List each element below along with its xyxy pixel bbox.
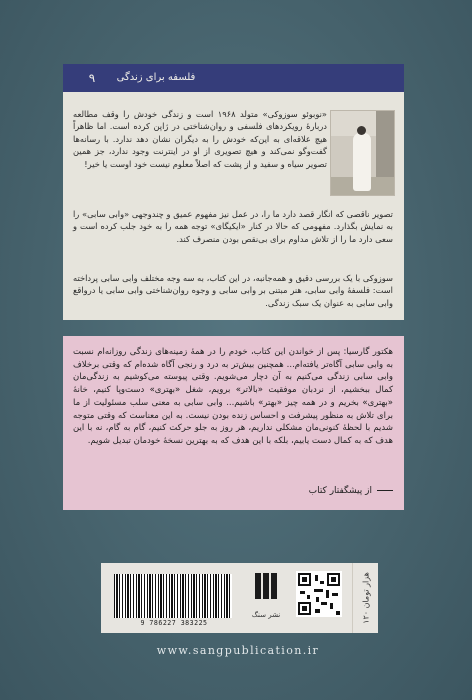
publisher-website: www.sangpublication.ir bbox=[156, 644, 320, 657]
quote-source bbox=[230, 484, 393, 498]
quote-source-label: از پیشگفتار کتاب bbox=[308, 486, 372, 496]
quote-text: هکتور گارسیا: پس از خواندن این کتاب، خودم را در همهٔ زمینه‌های زندگی روزانه‌ام نسبت به وابی سابی آگاه‌تر یافته‌ام... همچنین بیش‌تر به درد و رنجی آگاه شده‌ام که وقتی برخلاف وابی سابی زندگی می‌کنیم به آن دچار می‌شویم. وقتی پیوسته می‌کوشیم به زندگی‌مان کمال ببخشیم، از نردبان موفقیت «بالاتر» برویم، شغل «بهتری» دست‌وپا کنیم، خانهٔ «بهتری» بخریم و در همه چیز «بهتر» باشیم... وابی سابی به معنی سلب مسئولیت از ما برای تلاش به منظور پیشرفت و احساس زنده بودن نیست. به این معناست که وقتی متوجه شدیم با لحظهٔ کنونی‌مان مشکلی نداریم، هر روز به جلو حرکت کنیم، گام به گام، نه با این هدف که به کمال دست یابیم، بلکه با این هدف که به بهترین نسخهٔ خودمان تبدیل شویم. bbox=[73, 347, 393, 446]
dash-icon bbox=[377, 490, 393, 491]
author-bio-continued: تصویر ناقصی که انگار قصد دارد ما را، در عمل نیز مفهوم عمیق و چندوجهی «وابی سابی» را به نمایش بگذارد. مفهومی که حالا در کنار «ایکیگای» توجه همه را به خود جلب کرده است و سعی دارد ما را از تلاش مداوم برای بی‌نقص بودن منصرف کند. bbox=[73, 209, 393, 244]
isbn-digits: 9 786227 383225 bbox=[140, 619, 208, 627]
book-description: سوزوکی با یک بررسی دقیق و همه‌جانبه، در این کتاب، به سه وجه مختلف وابی سابی پرداخته است: فلسفهٔ وابی سابی، هنر مبتنی بر وابی سابی و وجوه روان‌شناختی وابی سابی یا درواقع وابی سابی به عنوان یک سبک زندگی. bbox=[73, 273, 393, 308]
price-text: ۱۲۰ هزار تومان bbox=[361, 572, 370, 624]
author-bio: «نوبوئو سوزوکی» متولد ۱۹۶۸ است و زندگی خودش را وقف مطالعه دربارهٔ رویکردهای فلسفی و روان‌شناختی در ژاپن کرده است. اما ظاهراً هیچ علاقه‌ای به این‌که خودش را به دیگران نشان دهد ندارد. با رسانه‌ها گفت‌وگو نمی‌کند و هیچ تصویری از او در اینترنت وجود ندارد، جز همین تصویر سیاه و سفید و از پشت که اصلاً معلوم نیست خود اوست یا خیر! bbox=[73, 109, 327, 169]
series-title: فلسفه برای زندگی bbox=[116, 72, 196, 83]
price-label bbox=[352, 563, 378, 633]
publisher-name: نشر سنگ bbox=[251, 611, 281, 619]
series-number: ۹ bbox=[88, 71, 96, 85]
author-photo bbox=[330, 110, 395, 196]
qr-code-icon bbox=[296, 571, 342, 617]
barcode-icon bbox=[114, 574, 232, 618]
